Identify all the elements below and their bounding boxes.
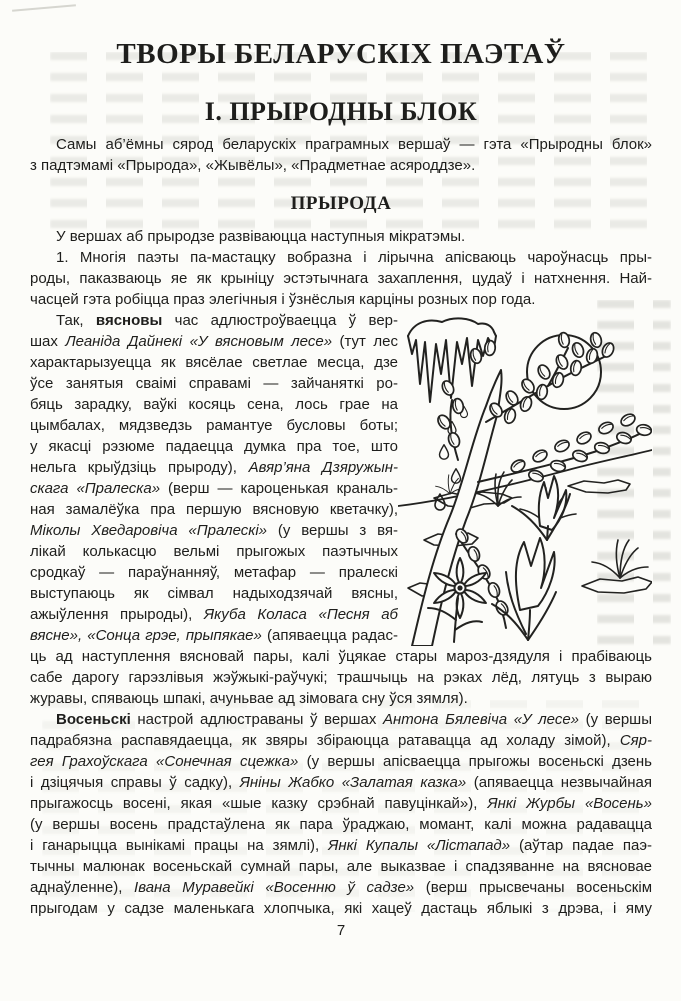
- text-line: часцей гэта робіцца праз элегічныя і ўзнёслыя карціны розных пор года.: [30, 291, 536, 308]
- spring-illustration: [398, 310, 652, 646]
- text-line: ць ад наступлення вясновай пары, калі ўцякае стары мароз-дзядуля і прабіваюць: [30, 648, 652, 665]
- text-line: прыгажосць восені, якая «шые казку срэбнай павуцінкай»), Янкі Журбы «Восень»: [30, 795, 652, 812]
- text-line: гея Грахоўскага «Сонечная сцежка» (у вершы апісваецца прыгожы восеньскі дзень: [30, 753, 652, 770]
- narrow-text-column: [30, 310, 398, 646]
- page-number: 7: [336, 922, 346, 939]
- text-line: Так, вясновы час адлюстроўваецца ў вер-: [56, 312, 398, 329]
- text-line: тычны малюнак восеньскай сумнай пары, але выказвае і спадзяванне на вясновае: [30, 858, 652, 875]
- text-line: аднаўленне), Івана Муравейкі «Восенню ў садзе» (верш прысвечаны восеньскім: [30, 879, 652, 896]
- text-line: з падтэмамі «Прырода», «Жывёлы», «Прадметнае асяроддзе».: [30, 157, 476, 174]
- text-line: У вершах аб прыродзе развіваюцца наступныя мікратэмы.: [56, 228, 466, 245]
- section-heading: І. ПРЫРОДНЫ БЛОК: [204, 97, 478, 126]
- crocus-flower: [512, 476, 570, 540]
- text-line: Самы аб’ёмны сярод беларускіх праграмных вершаў — гэта «Прыродны блок»: [56, 136, 652, 153]
- paragraph-block: [30, 226, 652, 310]
- text-line: ная замалёўка пра першую вясновую кветачку),: [30, 501, 398, 518]
- text-line: лікай колькасцю вельмі прыгожых паэтычных: [30, 543, 398, 560]
- text-line: Восеньскі настрой адлюстраваны ў вершах Антона Бялевіча «У лесе» (у вершы: [56, 711, 652, 728]
- text-line: шах Леаніда Дайнекі «У вясновым лесе» (тут лес: [30, 333, 398, 350]
- page-title: ТВОРЫ БЕЛАРУСКІХ ПАЭТАЎ: [116, 38, 566, 70]
- crocus-flower: [492, 538, 556, 640]
- text-line: роды, паказваюць яе як крыніцу эстэтычнага захаплення, цудаў і натхнення. Най-: [30, 270, 652, 287]
- text-line: вясне», «Сонца грэе, прыпякае» (апяваецца радас-: [30, 627, 398, 644]
- text-line: характарызуецца як вясёлае светлае месца, дзе: [30, 354, 398, 371]
- text-line: ажыўлення прыроды), Якуба Коласа «Песня аб: [30, 606, 398, 623]
- text-line: прыгодам у садзе маленькага хлопчыка, які хацеў дастаць яблыкі з дрэва, і яму: [30, 900, 652, 917]
- paragraph-block: [30, 646, 652, 919]
- text-line: ўсе занятыя сваімі справамі — зайчаняткі ро-: [30, 375, 398, 392]
- text-line: (у вершы восень прадстаўлена як пара ўраджаю, момант, калі можна радавацца: [30, 816, 652, 833]
- subsection-heading: ПРЫРОДА: [290, 193, 392, 214]
- text-line: бяць зарадку, ваўкі косяць сена, лось грае на: [30, 396, 398, 413]
- text-line: у якасці рэзюме падаецца думка пра тое, што: [30, 438, 398, 455]
- text-and-illustration-row: [30, 310, 652, 646]
- text-line: 1. Многія паэты па-мастацку вобразна і лірычна апісваюць чароўнасць пры-: [56, 249, 652, 266]
- text-line: цымбалах, мядзведзь рамантуе бусловы боты;: [30, 417, 398, 434]
- text-line: нельга крыўдзіць прыроду), Авяр’яна Дзяружын-: [30, 459, 398, 476]
- text-line: і дзіцячыя справы ў садку), Яніны Жабко «Залатая казка» (апяваецца незвычайная: [30, 774, 652, 791]
- intro-paragraph: [30, 134, 652, 176]
- text-line: Міколы Хведаровіча «Пралескі» (у вершы з вя-: [30, 522, 398, 539]
- text-line: сабе дарогу гарэзлівыя жэўжыкі-раўчукі; трашчыць на рэках лёд, лятуць з выраю: [30, 669, 652, 686]
- text-line: скага «Пралеска» (верш — кароценькая краналь-: [30, 480, 398, 497]
- text-line: выступаюць як сімвал надыходзячай вясны,: [30, 585, 398, 602]
- text-line: журавы, спяваюць шпакі, ачуньвае ад зімовага сну ўся зямля).: [30, 690, 468, 707]
- scan-artifact: [12, 4, 76, 12]
- main-text: [30, 226, 652, 919]
- text-line: сродкаў — параўнанняў, метафар — пралескі: [30, 564, 398, 581]
- text-line: і ганарыцца вынікамі працы на зямлі), Янкі Купалы «Лістапад» (аўтар падае паэ-: [30, 837, 652, 854]
- text-line: падрабязна распавядаецца, як звяры збіраюцца ратавацца ад холаду зімой), Сяр-: [30, 732, 652, 749]
